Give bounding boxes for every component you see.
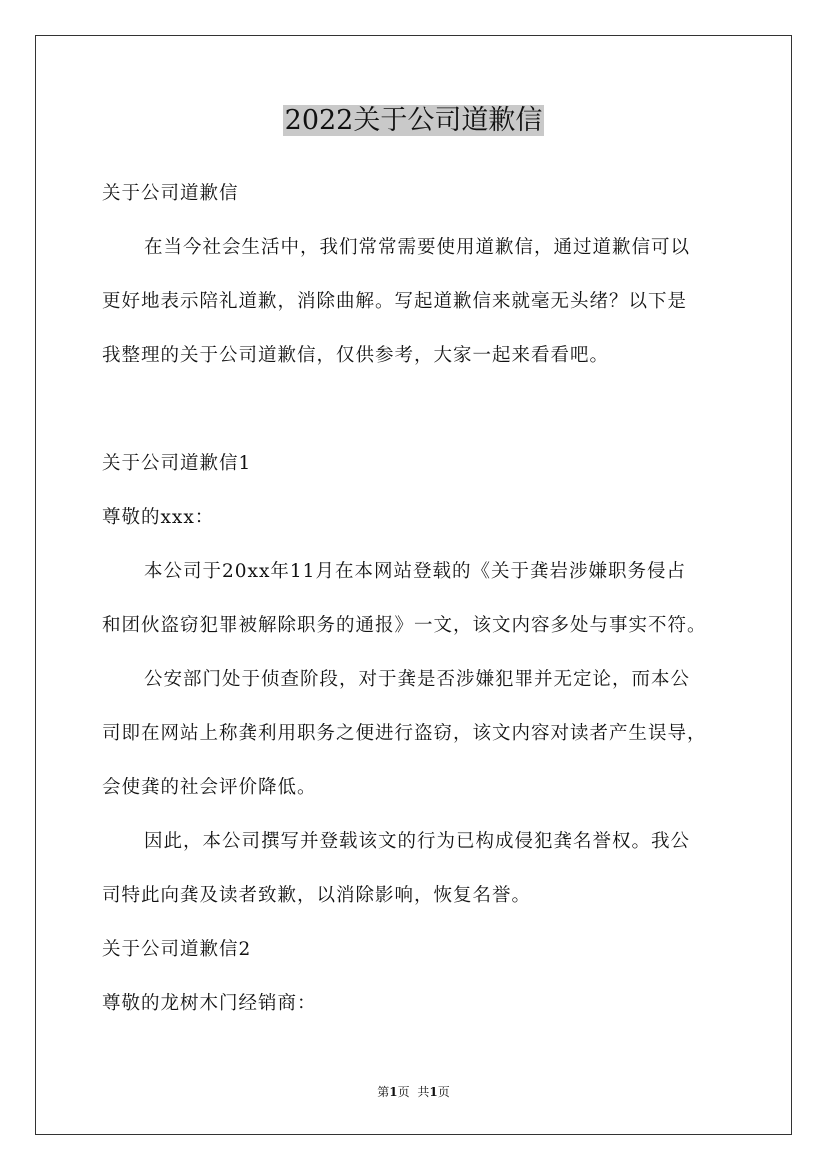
letter1-line-6: 因此，本公司撰写并登载该文的行为已构成侵犯龚名誉权。我公 [144,831,691,852]
intro-line-2: 更好地表示陪礼道歉，消除曲解。写起道歉信来就毫无头绪？以下是 [102,291,688,312]
letter1-line-7: 司特此向龚及读者致歉，以消除影响，恢复名誉。 [102,885,532,906]
letter2-salutation: 尊敬的龙树木门经销商： [102,993,317,1014]
footer-page-suffix: 页 [397,1085,410,1099]
footer-total-pages: 1 [429,1085,438,1099]
letter1-line-3: 公安部门处于侦查阶段，对于龚是否涉嫌犯罪并无定论，而本公 [144,669,691,690]
intro-line-3: 我整理的关于公司道歉信，仅供参考，大家一起来看看吧。 [102,345,610,366]
letter1-line-4: 司即在网站上称龚利用职务之便进行盗窃，该文内容对读者产生误导， [102,723,707,744]
letter1-line-2: 和团伙盗窃犯罪被解除职务的通报》一文，该文内容多处与事实不符。 [102,615,707,636]
letter1-salutation: 尊敬的xxx： [102,507,215,528]
document-title-text: 2022关于公司道歉信 [284,105,543,136]
letter1-heading: 关于公司道歉信1 [102,453,252,474]
footer-page-prefix: 第 [377,1085,390,1099]
footer-page-number: 1 [389,1085,398,1099]
letter2-heading: 关于公司道歉信2 [102,939,252,960]
intro-line-1: 在当今社会生活中，我们常常需要使用道歉信，通过道歉信可以 [144,237,691,258]
section-heading: 关于公司道歉信 [102,183,239,204]
footer-total-suffix: 页 [437,1085,450,1099]
page-footer [0,1083,827,1101]
footer-total-prefix: 共 [417,1085,430,1099]
letter1-line-1: 本公司于20xx年11月在本网站登载的《关于龚岩涉嫌职务侵占 [144,561,686,582]
document-title [0,101,827,141]
letter1-line-5: 会使龚的社会评价降低。 [102,777,317,798]
